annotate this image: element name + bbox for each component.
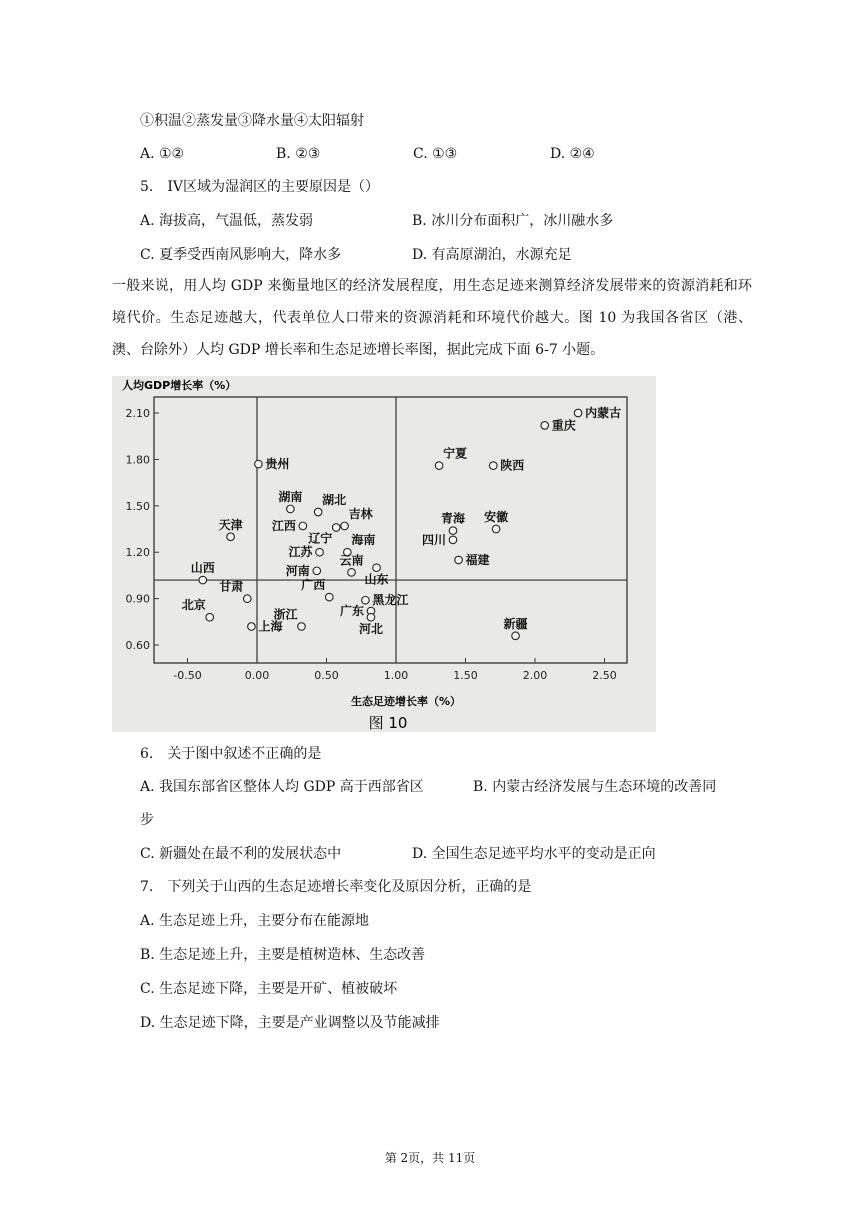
q7-stem: 7. 下列关于山西的生态足迹增长率变化及原因分析，正确的是 [140,879,532,895]
point-label-甘肃: 甘肃 [219,579,244,594]
point-天津 [227,533,235,541]
point-label-宁夏: 宁夏 [443,446,468,461]
point-河北 [367,613,375,621]
x-tick-label: 2.00 [522,669,548,682]
point-label-山西: 山西 [190,561,215,576]
q5-choice-c: C. 夏季受西南风影响大，降水多 [140,247,342,263]
point-label-海南: 海南 [351,533,376,548]
point-label-湖南: 湖南 [278,489,303,504]
x-tick-label: 0.50 [314,669,339,682]
point-江苏 [316,548,324,556]
q7-choice-d: D. 生态足迹下降，主要是产业调整以及节能减排 [140,1015,440,1031]
figure-caption: 图 10 [368,714,408,732]
point-label-浙江: 浙江 [273,607,298,622]
point-label-河北: 河北 [358,622,383,637]
point-上海 [248,623,256,631]
point-label-天津: 天津 [218,517,243,532]
q5-stem: 5. IV区域为湿润区的主要原因是（） [140,179,379,195]
point-label-福建: 福建 [465,552,490,567]
point-江西 [299,522,307,530]
point-河南 [313,567,321,575]
q4-choice-c: C. ①③ [413,146,458,162]
point-label-安徽: 安徽 [484,510,509,525]
q7-choice-c: C. 生态足迹下降，主要是开矿、植被破坏 [140,981,398,997]
figure-10 [112,376,656,732]
point-内蒙古 [574,409,582,417]
point-甘肃 [243,595,251,603]
point-label-辽宁: 辽宁 [308,531,333,546]
q6-choice-b-continued: 步 [140,812,154,828]
scatter-chart [112,376,656,732]
point-云南 [348,569,356,577]
point-label-江苏: 江苏 [288,545,313,560]
point-label-广东: 广东 [339,604,364,619]
point-label-四川: 四川 [421,532,446,547]
point-浙江 [298,623,306,631]
x-tick-label: 1.00 [383,669,409,682]
q4-choice-d: D. ②④ [550,146,595,162]
point-label-新疆: 新疆 [503,616,528,631]
q5-choice-b: B. 冰川分布面积广，冰川融水多 [412,213,614,229]
q6-choice-d: D. 全国生态足迹平均水平的变动是正向 [412,846,656,862]
point-label-云南: 云南 [339,553,364,568]
point-四川 [449,536,457,544]
q6-choice-a: A. 我国东部省区整体人均 GDP 高于西部省区 [140,779,424,795]
point-label-内蒙古: 内蒙古 [585,406,622,420]
y-tick-label: 2.10 [125,407,150,420]
q7-choice-b: B. 生态足迹上升，主要是植树造林、生态改善 [140,947,426,963]
y-tick-label: 1.50 [125,499,150,513]
q5-choice-a: A. 海拔高，气温低，蒸发弱 [140,213,314,229]
point-重庆 [541,422,549,430]
point-安徽 [492,525,500,533]
point-贵州 [255,460,263,468]
point-label-黑龙江: 黑龙江 [372,593,409,608]
x-tick-label: -0.50 [173,669,202,682]
point-湖南 [287,505,295,513]
point-label-青海: 青海 [440,511,465,526]
point-新疆 [512,632,520,640]
point-湖北 [314,508,322,516]
point-label-重庆: 重庆 [551,418,576,433]
point-广西 [325,593,333,601]
point-label-陕西: 陕西 [500,458,525,473]
point-label-上海: 上海 [258,619,283,634]
x-tick-label: 0.00 [244,669,270,682]
point-北京 [206,613,214,621]
y-axis-label: 人均GDP增长率（%） [122,379,237,392]
point-吉林 [341,522,349,530]
point-辽宁 [332,524,340,532]
point-label-湖北: 湖北 [322,493,347,508]
point-label-吉林: 吉林 [348,506,373,521]
q7-choice-a: A. 生态足迹上升，主要分布在能源地 [140,913,370,929]
point-label-广西: 广西 [301,578,326,593]
q6-stem: 6. 关于图中叙述不正确的是 [140,746,322,762]
y-tick-label: 1.20 [125,546,150,560]
x-tick-label: 2.50 [592,669,617,682]
point-福建 [455,556,463,564]
point-label-河南: 河南 [285,563,310,578]
point-宁夏 [435,462,443,470]
point-label-贵州: 贵州 [265,457,290,472]
y-tick-label: 1.80 [125,453,150,467]
q4-options-header: ①积温②蒸发量③降水量④太阳辐射 [140,113,364,129]
point-山西 [199,576,207,584]
q4-choice-b: B. ②③ [276,146,321,162]
x-axis-label: 生态足迹增长率（%） [350,695,462,708]
x-tick-label: 1.50 [453,669,478,682]
point-label-山东: 山东 [364,572,389,587]
point-label-北京: 北京 [181,598,206,613]
point-label-江西: 江西 [271,518,296,533]
q6-choice-c: C. 新疆处在最不利的发展状态中 [140,846,342,862]
point-黑龙江 [362,596,370,604]
q6-choice-b: B. 内蒙古经济发展与生态环境的改善同 [473,779,717,795]
q4-choice-a: A. ①② [140,146,185,162]
page-footer: 第 2页，共 11页 [384,1151,476,1165]
y-tick-label: 0.90 [125,592,150,606]
y-tick-label: 0.60 [125,639,150,653]
point-青海 [449,527,457,535]
passage-text: 一般来说，用人均 GDP 来衡量地区的经济发展程度，用生态足迹来测算经济发展带来的资源消耗和环境代价。生态足迹越大，代表单位人口带来的资源消耗和环境代价越大。图 10 为我国各省区（港、澳、台除外）人均 GDP 增长率和生态足迹增长率图，据此完成下面 6-7 小题。 [112,278,752,358]
point-山东 [373,564,381,572]
point-陕西 [490,462,498,470]
q5-choice-d: D. 有高原湖泊，水源充足 [412,247,572,263]
